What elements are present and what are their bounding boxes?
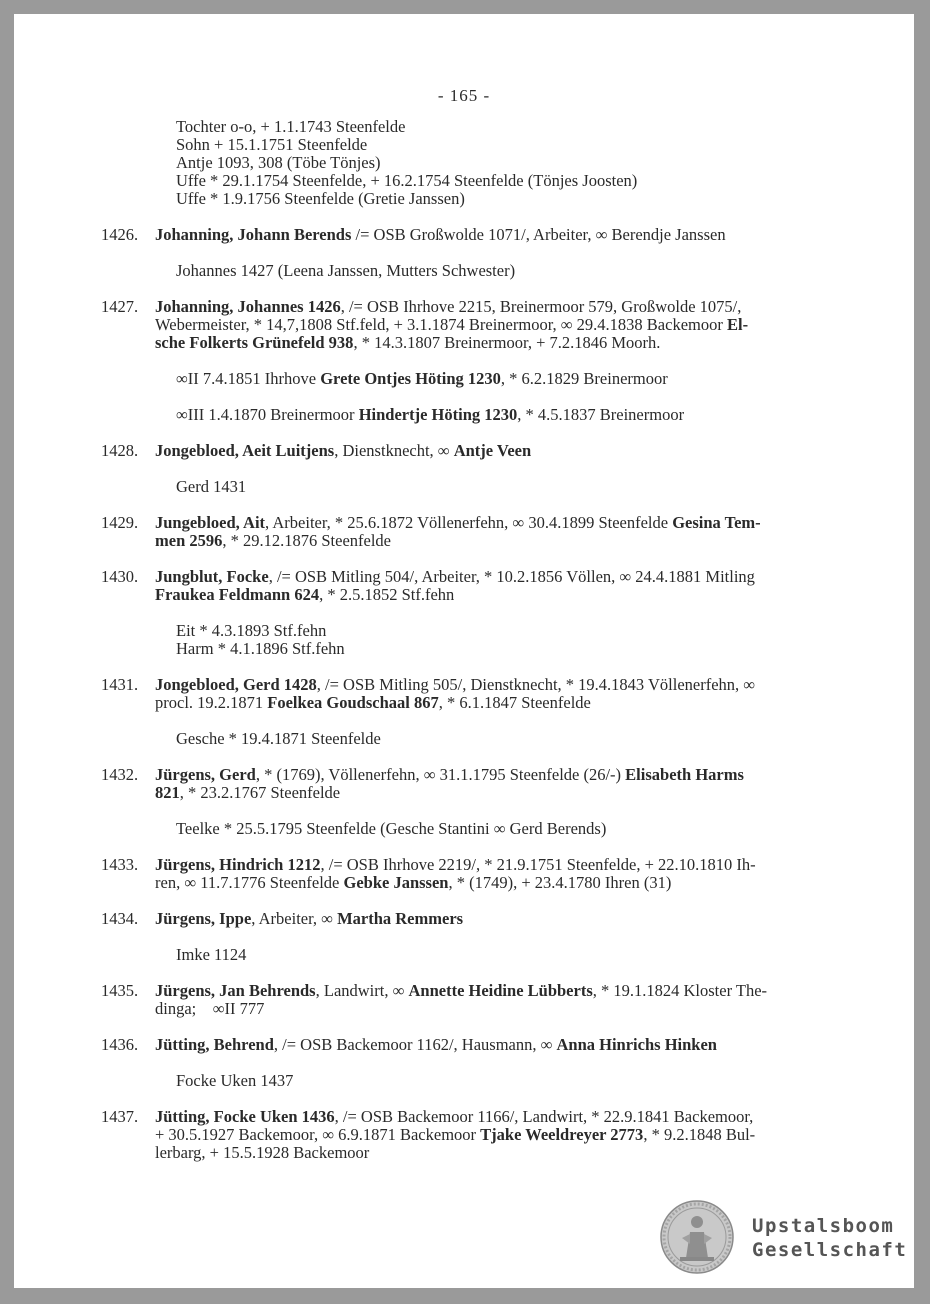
entry-1430 <box>101 568 861 604</box>
entry-number: 1431. <box>101 675 139 694</box>
entry-1436 <box>101 1036 861 1054</box>
entry-1428 <box>101 442 861 460</box>
spouse-name: Foelkea Goudschaal 867 <box>267 693 439 712</box>
person-name: Jungebloed, Ait <box>155 513 266 532</box>
entry-number: 1433. <box>101 855 139 874</box>
entry-text: , Dienstknecht, ∞ <box>334 441 454 460</box>
child-line: Johannes 1427 (Leena Janssen, Mutters Schwester) <box>176 261 516 280</box>
entry-text: , * (1749), + 23.4.1780 Ihren (31) <box>448 873 672 892</box>
entry-text: , /= OSB Backemoor 1166/, Landwirt, * 22.9.1841 Backemoor, <box>334 1107 754 1126</box>
entry-text: , * 14.3.1807 Breinermoor, + 7.2.1846 Moorh. <box>353 333 661 352</box>
entry-1437 <box>101 1108 861 1162</box>
continuation-block <box>101 118 861 208</box>
spouse-name: Gesina Tem- <box>672 513 761 532</box>
entry-text: , * 6.2.1829 Breinermoor <box>500 369 668 388</box>
marriage-line <box>101 370 861 388</box>
person-name: Jungblut, Focke <box>155 567 269 586</box>
children-block <box>101 622 861 658</box>
spouse-name: Gebke Janssen <box>343 873 449 892</box>
person-name: Jongebloed, Aeit Luitjens <box>155 441 335 460</box>
entry-text: , * 6.1.1847 Steenfelde <box>438 693 591 712</box>
child-line: Eit * 4.3.1893 Stf.fehn <box>176 621 327 640</box>
entry-text: , * 29.12.1876 Steenfelde <box>222 531 392 550</box>
child-line: Sohn + 15.1.1751 Steenfelde <box>176 135 368 154</box>
entry-text: Webermeister, * 14,7,1808 Stf.feld, + 3.1.1874 Breinermoor, ∞ 29.4.1838 Backemoor <box>155 315 727 334</box>
spouse-name: 821 <box>155 783 180 802</box>
child-line: Gerd 1431 <box>176 477 247 496</box>
entry-text: , /= OSB Ihrhove 2215, Breinermoor 579, Großwolde 1075/, <box>340 297 742 316</box>
brand-line-1: Upstalsboom <box>752 1215 895 1237</box>
child-line: Gesche * 19.4.1871 Steenfelde <box>176 729 381 748</box>
entry-text: , Landwirt, ∞ <box>315 981 409 1000</box>
entry-number: 1428. <box>101 441 139 460</box>
person-name: Jütting, Focke Uken 1436 <box>155 1107 335 1126</box>
entry-text: , /= OSB Backemoor 1162/, Hausmann, ∞ <box>273 1035 557 1054</box>
entry-text: lerbarg, + 15.5.1928 Backemoor <box>155 1143 370 1162</box>
entry-text: /= OSB Großwolde 1071/, Arbeiter, ∞ Berendje Janssen <box>351 225 726 244</box>
page-number: - 165 - <box>437 86 491 105</box>
entry-text: , * (1769), Völlenerfehn, ∞ 31.1.1795 Steenfelde (26/-) <box>255 765 626 784</box>
entry-1426 <box>101 226 861 244</box>
spouse-name: Grete Ontjes Höting 1230 <box>320 369 501 388</box>
entry-number: 1427. <box>101 297 139 316</box>
spouse-name: Tjake Weeldreyer 2773 <box>480 1125 644 1144</box>
entry-number: 1430. <box>101 567 139 586</box>
person-name: Jürgens, Ippe <box>155 909 252 928</box>
entry-text: ren, ∞ 11.7.1776 Steenfelde <box>155 873 344 892</box>
spouse-name: Annette Heidine Lübberts <box>408 981 593 1000</box>
entry-number: 1434. <box>101 909 139 928</box>
spouse-name: Anna Hinrichs Hinken <box>556 1035 717 1054</box>
entry-text: , * 2.5.1852 Stf.fehn <box>319 585 455 604</box>
entry-1427 <box>101 298 861 352</box>
entry-number: 1429. <box>101 513 139 532</box>
entry-text: ∞III 1.4.1870 Breinermoor <box>176 405 359 424</box>
marriage-line <box>101 406 861 424</box>
entry-text: , * 23.2.1767 Steenfelde <box>179 783 341 802</box>
spouse-name: Elisabeth Harms <box>625 765 744 784</box>
entry-text: , * 19.1.1824 Kloster The- <box>592 981 768 1000</box>
entry-1433 <box>101 856 861 892</box>
brand-text <box>752 1214 912 1262</box>
entry-text: + 30.5.1927 Backemoor, ∞ 6.9.1871 Backemoor <box>155 1125 481 1144</box>
person-name: Jongebloed, Gerd 1428 <box>155 675 317 694</box>
child-line: Imke 1124 <box>176 945 247 964</box>
child-line: Harm * 4.1.1896 Stf.fehn <box>176 639 345 658</box>
child-line: Focke Uken 1437 <box>176 1071 294 1090</box>
spouse-name: sche Folkerts Grünefeld 938 <box>155 333 354 352</box>
child-line: Tochter o-o, + 1.1.1743 Steenfelde <box>176 117 406 136</box>
spouse-name: El- <box>726 315 749 334</box>
entry-number: 1437. <box>101 1107 139 1126</box>
page-content <box>101 118 861 1162</box>
entry-1432 <box>101 766 861 802</box>
brand-line-2: Gesellschaft <box>752 1239 908 1261</box>
entry-number: 1426. <box>101 225 139 244</box>
spouse-name: Hindertje Höting 1230 <box>358 405 518 424</box>
child-line: Teelke * 25.5.1795 Steenfelde (Gesche Stantini ∞ Gerd Berends) <box>176 819 607 838</box>
entry-text: ∞II 7.4.1851 Ihrhove <box>176 369 321 388</box>
entry-1434 <box>101 910 861 928</box>
entry-text: , * 4.5.1837 Breinermoor <box>517 405 685 424</box>
person-name: Jürgens, Gerd <box>155 765 256 784</box>
spouse-name: Fraukea Feldmann 624 <box>155 585 320 604</box>
spouse-name: Martha Remmers <box>337 909 464 928</box>
entry-text: , * 9.2.1848 Bul- <box>643 1125 756 1144</box>
spouse-name: Antje Veen <box>453 441 532 460</box>
entry-text: , /= OSB Ihrhove 2219/, * 21.9.1751 Steenfelde, + 22.10.1810 Ih- <box>320 855 756 874</box>
entry-1435 <box>101 982 861 1018</box>
person-name: Jürgens, Hindrich 1212 <box>155 855 321 874</box>
seal-icon <box>660 1200 734 1274</box>
entry-1429 <box>101 514 861 550</box>
child-line: Uffe * 1.9.1756 Steenfelde (Gretie Janssen) <box>176 189 465 208</box>
entry-number: 1436. <box>101 1035 139 1054</box>
person-name: Jütting, Behrend <box>155 1035 274 1054</box>
child-line: Antje 1093, 308 (Töbe Tönjes) <box>176 153 381 172</box>
entry-text: , Arbeiter, ∞ <box>251 909 338 928</box>
entry-text: , /= OSB Mitling 505/, Dienstknecht, * 19.4.1843 Völlenerfehn, ∞ <box>316 675 756 694</box>
entry-text: , /= OSB Mitling 504/, Arbeiter, * 10.2.1856 Völlen, ∞ 24.4.1881 Mitling <box>268 567 755 586</box>
person-name: Johanning, Johann Berends <box>155 225 352 244</box>
entry-text: , Arbeiter, * 25.6.1872 Völlenerfehn, ∞ 30.4.1899 Steenfelde <box>265 513 673 532</box>
spouse-name: men 2596 <box>155 531 223 550</box>
person-name: Jürgens, Jan Behrends <box>155 981 316 1000</box>
entry-number: 1435. <box>101 981 139 1000</box>
entry-1431 <box>101 676 861 712</box>
entry-text: procl. 19.2.1871 <box>155 693 268 712</box>
document-page <box>14 14 914 1288</box>
child-line: Uffe * 29.1.1754 Steenfelde, + 16.2.1754 Steenfelde (Tönjes Joosten) <box>176 171 638 190</box>
entry-number: 1432. <box>101 765 139 784</box>
entry-text: dinga; ∞II 777 <box>155 999 265 1018</box>
person-name: Johanning, Johannes 1426 <box>155 297 341 316</box>
